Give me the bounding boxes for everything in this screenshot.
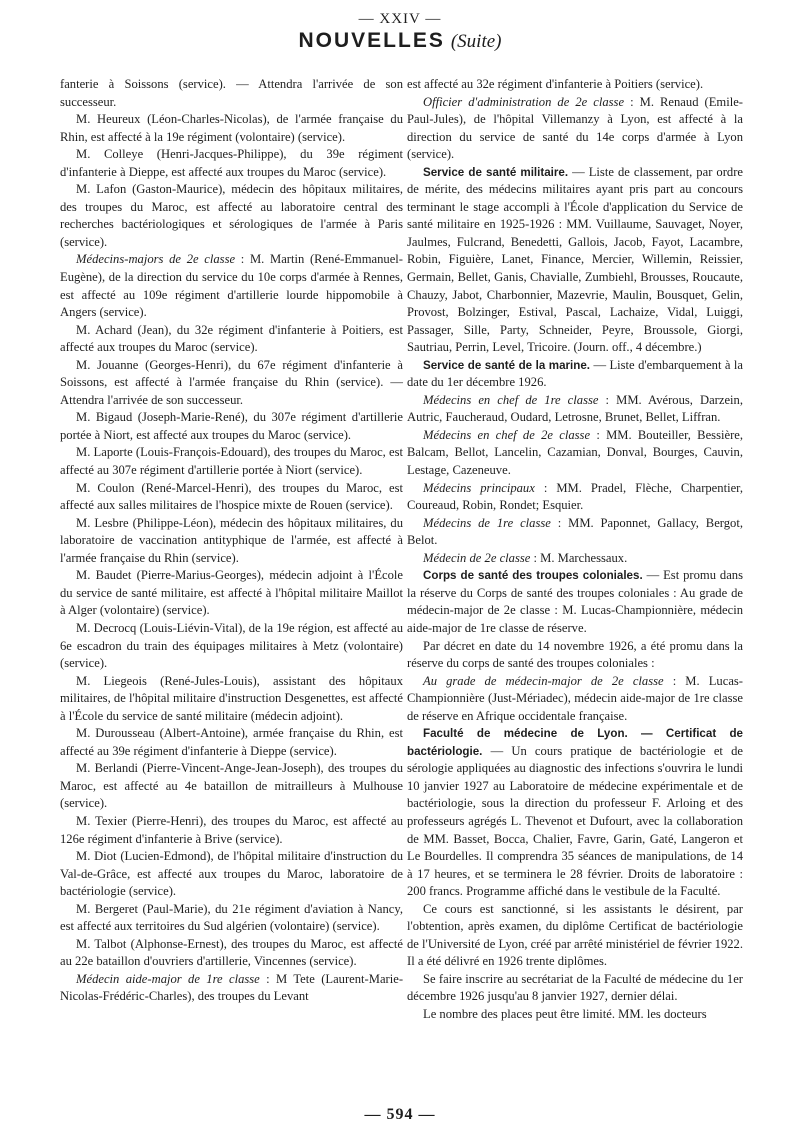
paragraph-text: : M. Marchessaux. <box>533 550 628 565</box>
title-text: NOUVELLES <box>298 29 445 52</box>
paragraph <box>60 620 403 673</box>
page-header <box>0 10 800 55</box>
paragraph-text: est affecté au 32e régiment d'infanterie à Poitiers (service). <box>407 77 704 91</box>
paragraph-text: M. Durousseau (Albert-Antoine), armée française du Rhin, est affecté au 39e régiment d'infanterie à Dieppe (service). <box>60 726 403 758</box>
paragraph <box>407 164 743 357</box>
paragraph-text: Par décret en date du 14 novembre 1926, a été promu dans la réserve du corps de santé des troupes coloniales : <box>407 638 743 671</box>
paragraph <box>60 971 403 1006</box>
paragraph-text: M. Texier (Pierre-Henri), des troupes du Maroc, est affecté au 126e régiment d'infanterie à Brive (service). <box>60 813 403 846</box>
section-heading: Service de santé de la marine. <box>423 358 591 372</box>
section-heading: Corps de santé des troupes coloniales. <box>423 569 643 583</box>
paragraph-text: Le nombre des places peut être limité. MM. les docteurs <box>423 1006 707 1021</box>
paragraph-text: : M. Renaud (Emile-Paul-Jules), de l'hôpital Villemanzy à Lyon, est affecté à la direction du service de santé du 14e corps d'armée à Lyon (service). <box>407 94 743 162</box>
section-heading: Faculté de médecine de Lyon. — Certificat de bactériologie. <box>407 727 743 758</box>
paragraph <box>407 901 743 971</box>
section-heading: Service de santé militaire. <box>423 165 569 179</box>
paragraph-text: M. Talbot (Alphonse-Ernest), des troupes du Maroc, est affecté au 22e bataillon d'ouvriers d'artillerie, Vincennes (service). <box>60 936 403 969</box>
rank-label: Au grade de médecin-major de 2e classe <box>423 673 673 688</box>
paragraph-text: : M. Martin (René-Emmanuel-Eugène), de la direction du service du 10e corps d'armée à Rennes, est affecté au 109e régiment d'artillerie lourde hippomobile à Angers (service). <box>60 252 403 320</box>
left-column <box>60 76 403 1006</box>
paragraph <box>60 673 403 726</box>
paragraph-text: M. Laporte (Louis-François-Edouard), des troupes du Maroc, est affecté au 307e régiment d'artillerie portée à Niort (service). <box>60 445 403 478</box>
paragraph <box>60 357 403 410</box>
paragraph-text: M. Bigaud (Joseph-Marie-René), du 307e régiment d'artillerie portée à Niort, est affecté aux troupes du Maroc (service). <box>60 410 403 442</box>
paragraph <box>407 725 743 900</box>
paragraph-text: M. Lafon (Gaston-Maurice), médecin des hôpitaux militaires, des troupes du Maroc, est affecté au laboratoire central des recherches bactériologiques et sérologiques de l'armée à Paris (service). <box>60 182 403 249</box>
rank-label: Médecins en chef de 2e classe <box>423 427 597 442</box>
paragraph <box>60 813 403 848</box>
paragraph <box>407 357 743 392</box>
paragraph <box>407 971 743 1006</box>
rank-label: Médecin de 2e classe <box>423 550 534 565</box>
rank-label: Médecins-majors de 2e classe <box>76 252 241 267</box>
paragraph-text: : MM. Avérous, Darzein, Autric, Faucheraud, Oudard, Letrosne, Brunet, Bellet, Liffran. <box>407 392 743 425</box>
paragraph <box>407 673 743 726</box>
paragraph <box>407 1006 743 1024</box>
page-title <box>0 28 800 55</box>
section-number: — XXIV — <box>358 11 442 27</box>
paragraph <box>60 725 403 760</box>
paragraph-text: M. Coulon (René-Marcel-Henri), des troupes du Maroc, est affecté aux salles militaires de l'hospice mixte de Rouen (service). <box>60 480 403 513</box>
paragraph-text: M. Berlandi (Pierre-Vincent-Ange-Jean-Joseph), des troupes du Maroc, est affecté au 4e bataillon de mitrailleurs à Mulhouse (service). <box>60 761 403 811</box>
page-number: — 594 — <box>364 1106 436 1123</box>
paragraph-text: M. Diot (Lucien-Edmond), de l'hôpital militaire d'instruction du Val-de-Grâce, est affecté aux troupes du Maroc, laboratoire de bactériologie (service). <box>60 849 403 899</box>
paragraph <box>60 322 403 357</box>
paragraph <box>60 760 403 813</box>
paragraph <box>407 550 743 568</box>
paragraph-text: — Un cours pratique de bactériologie et de sérologie appliquées au diagnostic des infections s'ouvrira le lundi 10 janvier 1927 au Laboratoire de médecine expérimentale et de bactériologie, sous la direction du professeur F. Arloing et des professeurs agrégés L. Thevenot et Dufourt, avec la collaboration de MM. Basset, Bocca, Chalier, Favre, Garin, Gaté, Langeron et Le Bourdelles. Il comprendra 35 séances de manipulations, de 14 à 17 heures, et se terminera le 28 février. Droits de laboratoire : 200 francs. Programme affiché dans le vestibule de la Faculté. <box>407 743 743 899</box>
paragraph <box>60 901 403 936</box>
rank-label: Médecins de 1re classe <box>423 515 558 530</box>
paragraph-text: Se faire inscrire au secrétariat de la Faculté de médecine du 1er décembre 1926 jusqu'au 8 janvier 1927, dernier délai. <box>407 971 743 1004</box>
paragraph-text: M. Liegeois (René-Jules-Louis), assistant des hôpitaux militaires, de l'hôpital militaire d'instruction Desgenettes, est affecté à l'École du service de santé militaire (médecin adjoint). <box>60 673 403 723</box>
paragraph <box>407 480 743 515</box>
paragraph <box>407 567 743 637</box>
paragraph <box>60 111 403 146</box>
paragraph-text: M. Bergeret (Paul-Marie), du 21e régiment d'aviation à Nancy, est affecté aux territoires du Sud algérien (volontaire) (service). <box>60 901 403 934</box>
paragraph <box>60 567 403 620</box>
rank-label: Médecin aide-major de 1re classe <box>76 971 267 986</box>
paragraph <box>407 76 743 94</box>
paragraph-text: M. Decrocq (Louis-Liévin-Vital), de la 19e région, est affecté au 6e escadron du train des équipages militaires à Metz (volontaire) (service). <box>60 620 403 671</box>
paragraph-text: fanterie à Soissons (service). — Attendra l'arrivée de son successeur. <box>60 77 403 109</box>
paragraph <box>60 146 403 181</box>
rank-label: Médecins en chef de 1re classe <box>423 392 606 407</box>
title-suite: (Suite) <box>450 31 502 52</box>
paragraph <box>60 848 403 901</box>
paragraph <box>407 392 743 427</box>
paragraph <box>60 515 403 568</box>
paragraph <box>407 427 743 480</box>
paragraph-text: M. Jouanne (Georges-Henri), du 67e régiment d'infanterie à Soissons, est affecté à l'armée française du Rhin (service). — Attendra l'arrivée de son successeur. <box>60 357 403 407</box>
paragraph <box>60 409 403 444</box>
paragraph <box>407 515 743 550</box>
paragraph-text: M. Baudet (Pierre-Marius-Georges), médecin adjoint à l'École du service de santé militaire, est affecté à l'hôpital militaire Maillot à Alger (volontaire) (service). <box>60 568 403 618</box>
paragraph-text: : MM. Bouteiller, Bessière, Balcam, Bellot, Lancelin, Cazamian, Donval, Bourges, Cauvin, Lestage, Cazeneuve. <box>407 427 743 478</box>
paragraph <box>407 638 743 673</box>
paragraph-text: : MM. Paponnet, Gallacy, Bergot, Belot. <box>407 515 743 548</box>
paragraph-text: : M Tete (Laurent-Marie-Nicolas-Frédéric-Charles), des troupes du Levant <box>60 971 404 1004</box>
paragraph-text: M. Achard (Jean), du 32e régiment d'infanterie à Poitiers, est affecté aux troupes du Maroc (service). <box>60 322 403 355</box>
paragraph-text: — Liste d'embarquement à la date du 1er décembre 1926. <box>407 357 743 390</box>
paragraph-text: M. Colleye (Henri-Jacques-Philippe), du 39e régiment d'infanterie à Dieppe, est affecté aux troupes du Maroc (service). <box>60 147 403 179</box>
paragraph-text: — Est promu dans la réserve du Corps de santé des troupes coloniales : Au grade de médecin-major de 2e classe : M. Lucas-Championnière, médecin aide-major de 1re classe de réserve. <box>407 568 743 635</box>
paragraph <box>60 480 403 515</box>
paragraph-text: : MM. Pradel, Flèche, Charpentier, Coureaud, Robin, Rondet; Esquier. <box>407 480 743 513</box>
rank-label: Officier d'administration de 2e classe <box>423 94 631 109</box>
paragraph-text: M. Lesbre (Philippe-Léon), médecin des hôpitaux militaires, du laboratoire de vaccination antityphique de l'armée, est affecté à l'armée française du Rhin (service). <box>60 515 403 565</box>
rank-label: Médecins principaux <box>423 480 544 495</box>
paragraph-text: — Liste de classement, par ordre de mérite, des médecins militaires ayant pris part au concours terminant le stage accompli à l'École d'application du Service de santé militaire en 1925-1926 : MM. Vuillaume, Sauvaget, Noyer, Jaulmes, Fulcrand, Benedetti, Gallois, Jacob, Fayot, Lacambre, Robin, Figuière, Lanet, Finance, Mercier, Willemin, Reissier, Germain, Bellet, Ganis, Chavialle, Zumbiehl, Brousses, Roucaute, Chauzy, Jabot, Charbonnier, Mazevrie, Maulin, Bousquet, Gelin, Provost, Bolzinger, Estival, Pascal, Lachaize, Vidal, Luiggi, Passager, Sille, Party, Schneider, Peyre, Broussole, Giorgi, Sautriau, Perrin, Level, Tricoire. (Journ. off., 4 décembre.) <box>407 164 743 355</box>
paragraph-text: Ce cours est sanctionné, si les assistants le désirent, par l'obtention, après examen, du diplôme Certificat de bactériologie de l'Université de Lyon, créé par arrêté ministériel de février 1922. Il a été délivré en 1926 trente diplômes. <box>407 901 743 969</box>
paragraph <box>60 76 403 111</box>
paragraph <box>60 181 403 251</box>
paragraph <box>60 936 403 971</box>
paragraph <box>60 444 403 479</box>
paragraph-text: M. Heureux (Léon-Charles-Nicolas), de l'armée française du Rhin, est affecté à la 19e régiment (volontaire) (service). <box>60 112 403 144</box>
right-column <box>407 76 743 1024</box>
paragraph <box>407 94 743 164</box>
paragraph <box>60 251 403 321</box>
paragraph-text: : M. Lucas-Championnière (Just-Mériadec), médecin aide-major de 1re classe de réserve en Afrique occidentale française. <box>407 673 743 723</box>
